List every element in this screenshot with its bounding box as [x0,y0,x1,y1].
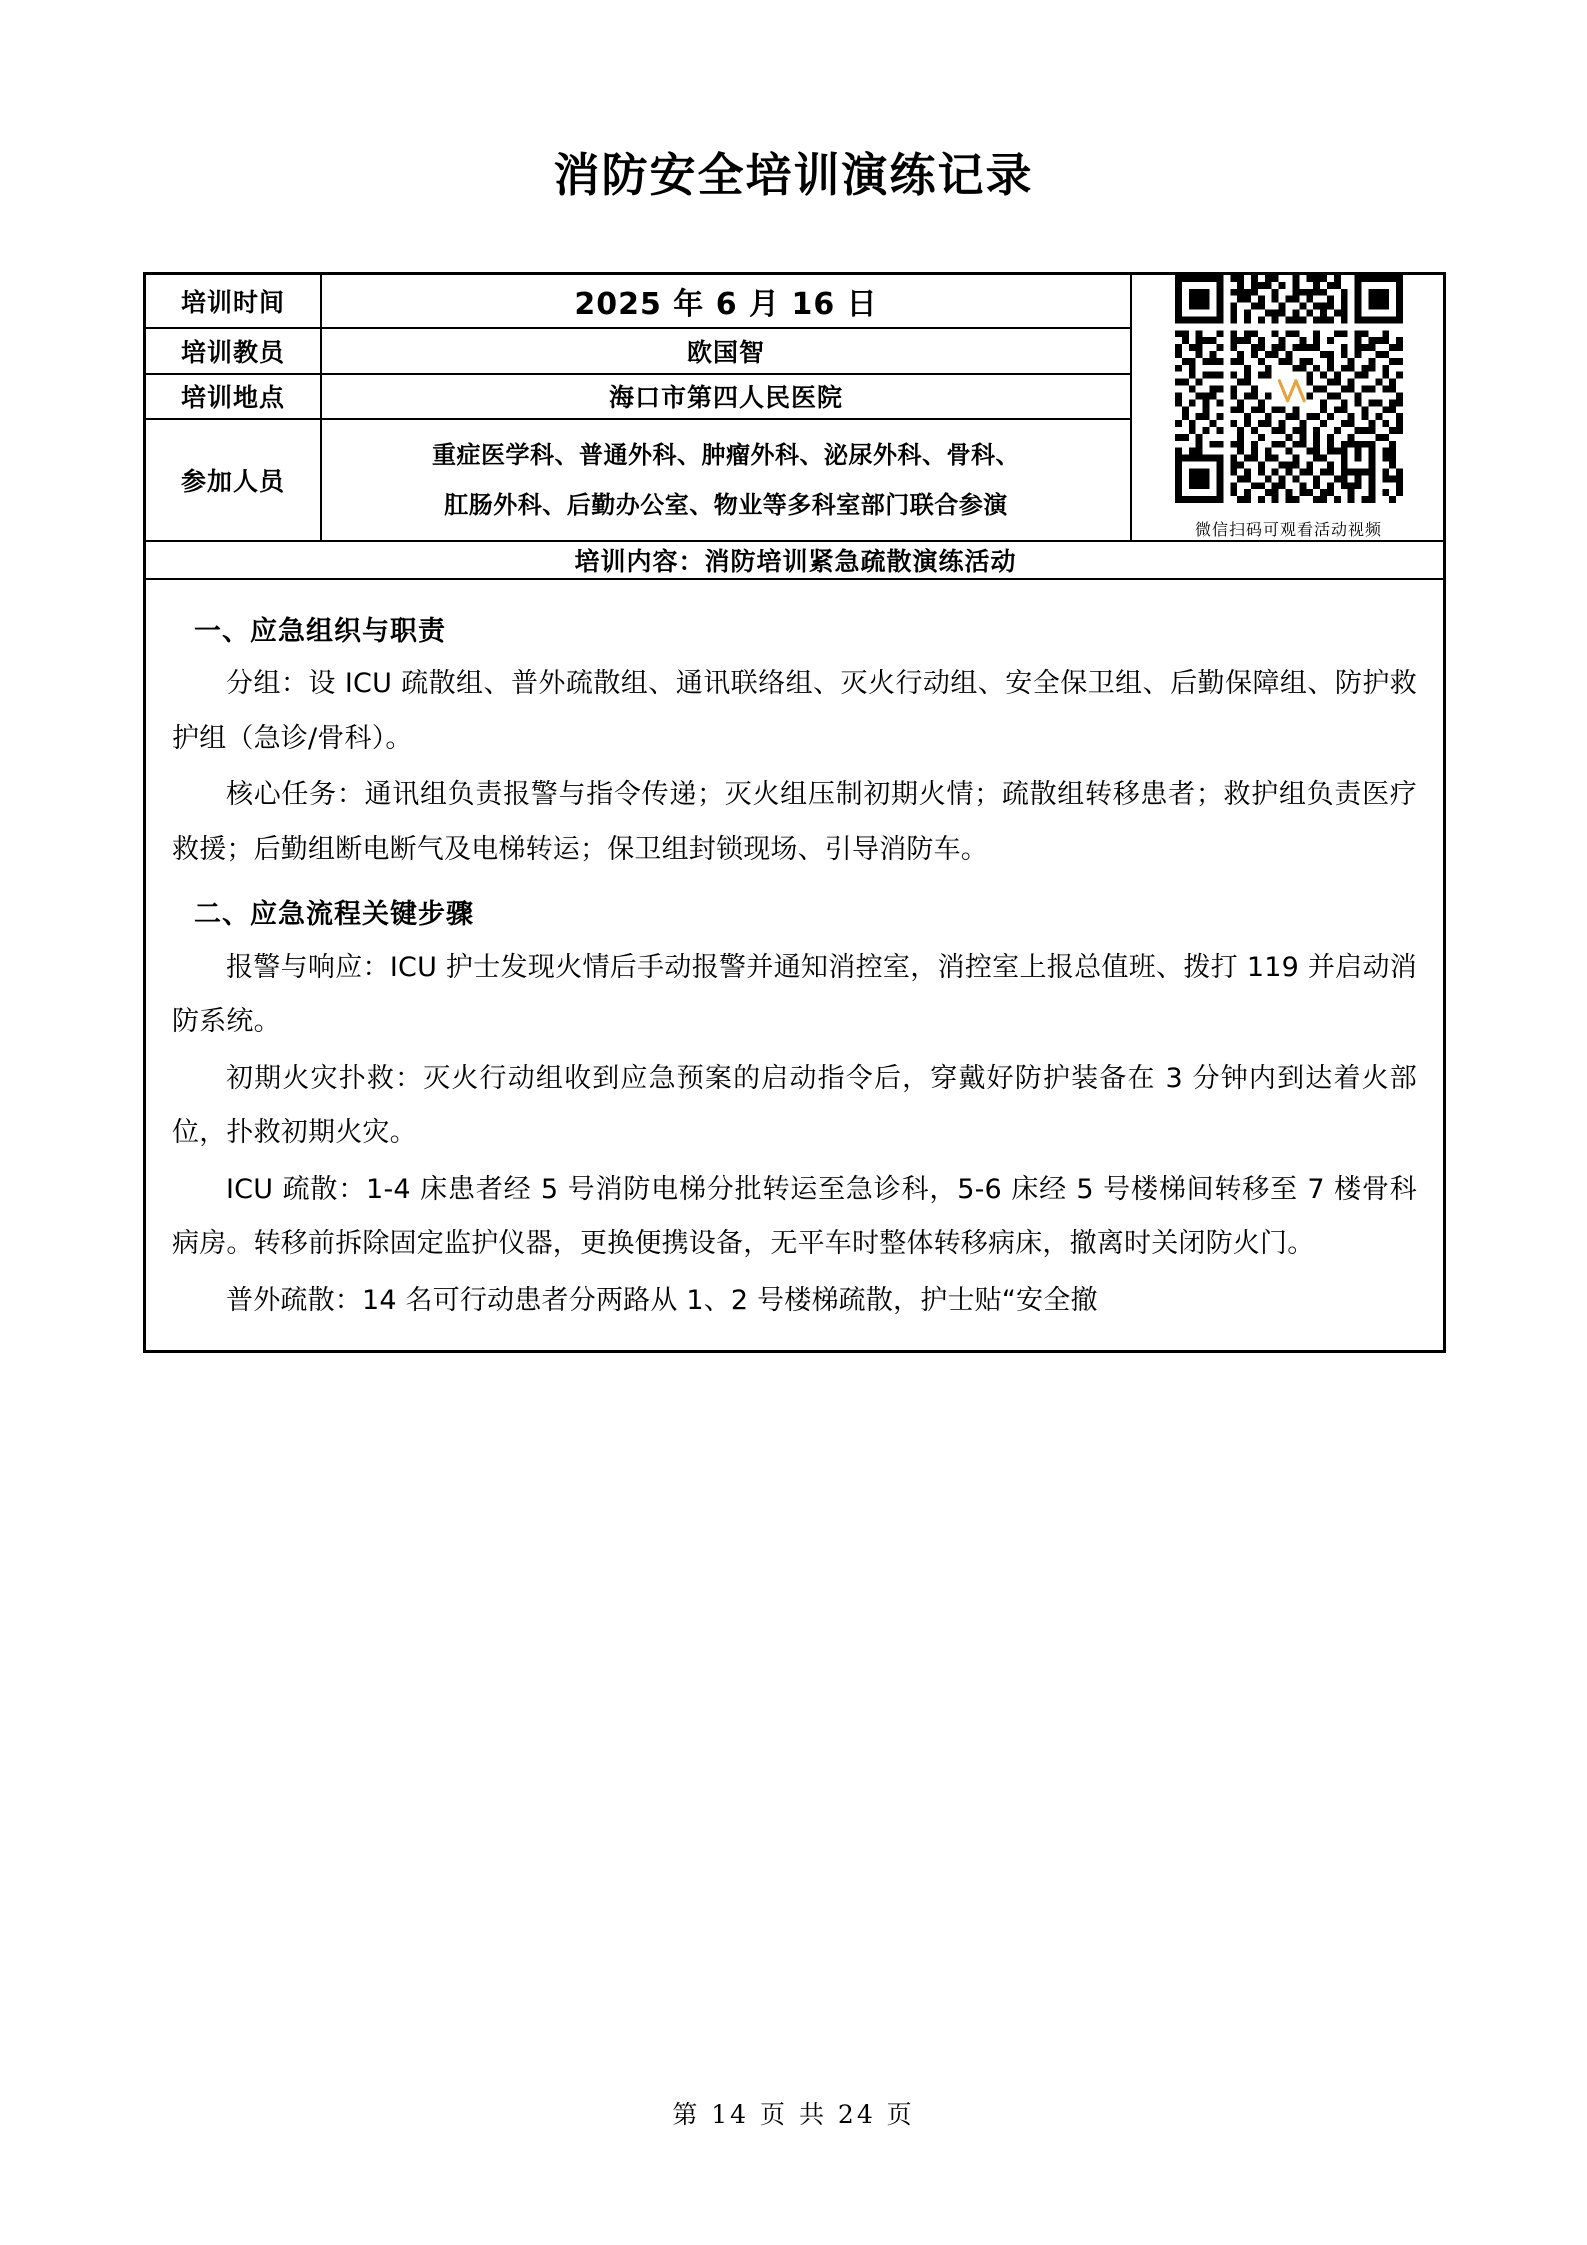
record-frame [143,272,1446,1353]
section-1-paragraph-1: 分组：设 ICU 疏散组、普外疏散组、通讯联络组、灭火行动组、安全保卫组、后勤保障组、防护救护组（急诊/骨科）。 [172,668,1417,754]
section-2-paragraph-4: 普外疏散：14 名可行动患者分两路从 1、2 号楼梯疏散，护士贴“安全撤 [226,1284,1098,1316]
section-2-paragraph-1: 报警与响应：ICU 护士发现火情后手动报警并通知消控室，消控室上报总值班、拨打 119 并启动消防系统。 [172,951,1417,1038]
qr-caption: 微信扫码可观看活动视频 [1194,520,1382,539]
row-value-trainer: 欧国智 [321,328,1131,373]
section-heading-1: 一、应急组织与职责 [194,616,446,647]
section-heading-2: 二、应急流程关键步骤 [194,899,474,931]
row-value-training-time: 2025 年 6 月 16 日 [321,275,1131,328]
table-row [146,541,1445,579]
section-1-paragraph-2: 核心任务：通讯组负责报警与指令传递；灭火组压制初期火情；疏散组转移患者；救护组负责医疗救援；后勤组断电断气及电梯转运；保卫组封锁现场、引导消防车。 [172,779,1417,865]
training-content-heading: 培训内容：消防培训紧急疏散演练活动 [146,541,1445,579]
body-content [146,580,1443,1350]
table-row [146,275,1445,328]
attendees-line-1: 重症医学科、普通外科、肿瘤外科、泌尿外科、骨科、 [432,440,1020,469]
qr-cell [1131,275,1445,541]
row-label-training-time: 培训时间 [146,275,321,328]
attendees-line-2: 肛肠外科、后勤办公室、物业等多科室部门联合参演 [444,490,1008,519]
row-value-location: 海口市第四人民医院 [321,374,1131,419]
section-2-paragraph-3: ICU 疏散：1-4 床患者经 5 号消防电梯分批转运至急诊科，5-6 床经 5 号楼梯间转移至 7 楼骨科病房。转移前拆除固定监护仪器，更换便携设备，无平车时整体转移病床，撤离时关闭防火门。 [172,1173,1417,1260]
page-footer: 第 14 页 共 24 页 [672,2100,915,2129]
row-value-attendees [321,419,1131,541]
qr-code-icon [1175,275,1403,503]
row-label-attendees: 参加人员 [146,419,321,541]
meta-table [146,275,1445,580]
section-2-paragraph-2: 初期火灾扑救：灭火行动组收到应急预案的启动指令后，穿戴好防护装备在 3 分钟内到达着火部位，扑救初期火灾。 [172,1062,1417,1149]
qr-wrapper [1132,275,1445,540]
row-label-trainer: 培训教员 [146,328,321,373]
page-title: 消防安全培训演练记录 [553,148,1034,202]
row-label-location: 培训地点 [146,374,321,419]
